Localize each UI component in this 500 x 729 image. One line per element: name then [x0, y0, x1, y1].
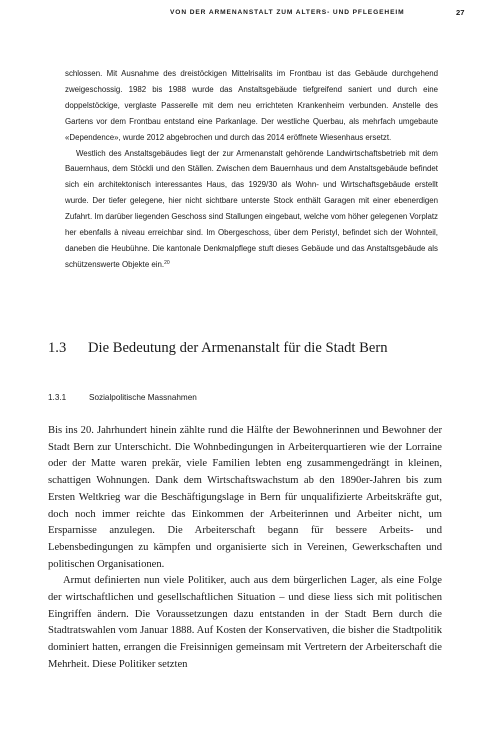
page-number: 27 [456, 8, 465, 17]
body-paragraph-1: Bis ins 20. Jahrhundert hinein zählte rund die Hälfte der Bewohnerinnen und Bewohner der Stadt Bern zur Unterschicht. Die Wohnbedingungen in Arbeiterquartieren wie der Lorraine oder der Matte waren prekär, viele Familien lebten eng zusammengedrängt in kleinen, schattigen Wohnungen. Dank dem Wirtschaftswachstum ab den 1890er-Jahren bis zum Ersten Weltkrieg war die Beschäftigungslage in Bern für unqualifizierte Arbeitskräfte gut, doch noch immer reichte das Einkommen der Arbeiterinnen und Arbeiter nicht, um Ersparnisse anzulegen. Die Arbeiterschaft begann für bessere Arbeits- und Lebensbedingungen zu kämpfen und organisierte sich in Vereinen, Gewerkschaften und politischen Organisationen. [48, 425, 442, 570]
subsection-title: Sozialpolitische Massnahmen [89, 393, 197, 402]
footnote-reference[interactable]: 20 [164, 259, 170, 266]
indented-paragraph-1 [65, 66, 438, 146]
indented-paragraph-2-text: Westlich des Anstaltsgebäudes liegt der zur Armenanstalt gehörende Landwirtschaftsbetrieb mit dem Bauernhaus, dem Stöckli und den Ställen. Zwischen dem Bauernhaus und dem Anstaltsgebäude befindet sich ein architektonisch interessantes Haus, das 1929/30 als Wohn- und Wirtschaftsgebäude erstellt wurde. Der tiefer gelegene, hier nicht sichtbare unterste Stock enthält Garagen mit einer ebenerdigen Zufahrt. Im darüber liegenden Geschoss sind Stallungen eingebaut, welche vom höher gelegenen Vorplatz her ebenfalls à niveau erreichbar sind. Im Obergeschoss, über dem Peristyl, befindet sich der Wohnteil, daneben die Heubühne. Die kantonale Denkmalpflege stuft dieses Gebäude und das Anstaltsgebäude als schützenswerte Objekte ein. [65, 148, 438, 269]
indented-text-block [65, 66, 438, 273]
subsection-heading [48, 393, 468, 402]
running-head: VON DER ARMENANSTALT ZUM ALTERS- UND PFLEGEHEIM [170, 9, 405, 16]
section-number: 1.3 [48, 340, 67, 356]
body-paragraph-2: Armut definierten nun viele Politiker, auch aus dem bürgerlichen Lager, als eine Folge der wirtschaftlichen und gesellschaftlichen Situation – und diese liess sich mit politischen Eingriffen ändern. Die Voraussetzungen dazu entstanden in der Stadt Bern durch die Stadtratswahlen vom Januar 1888. Auf Kosten der Konservativen, die bisher die Stadtpolitik dominiert hatten, errangen die Freisinnigen gemeinsam mit Vertretern der Arbeiterschaft die Mehrheit. Diese Politiker setzten [48, 575, 442, 670]
section-heading [48, 340, 468, 357]
section-title: Die Bedeutung der Armenanstalt für die Stadt Bern [88, 340, 388, 356]
indented-paragraph-2 [65, 146, 438, 273]
subsection-number: 1.3.1 [48, 393, 67, 402]
indented-paragraph-1-text: schlossen. Mit Ausnahme des dreistöckigen Mittelrisalits im Frontbau ist das Gebäude durchgehend zweigeschossig. 1982 bis 1988 wurde das Anstaltsgebäude tiefgreifend saniert und durch eine doppelstöckige, verglaste Passerelle mit dem neu errichteten Krankenheim verbunden. Anstelle des Gartens vor dem Frontbau entstand eine Parkanlage. Der westliche Querbau, als mehrfach umgebaute «Dependence», wurde 2012 abgebrochen und durch das 2014 eröffnete Wiesenhaus ersetzt. [65, 69, 438, 142]
body-text [48, 423, 442, 674]
